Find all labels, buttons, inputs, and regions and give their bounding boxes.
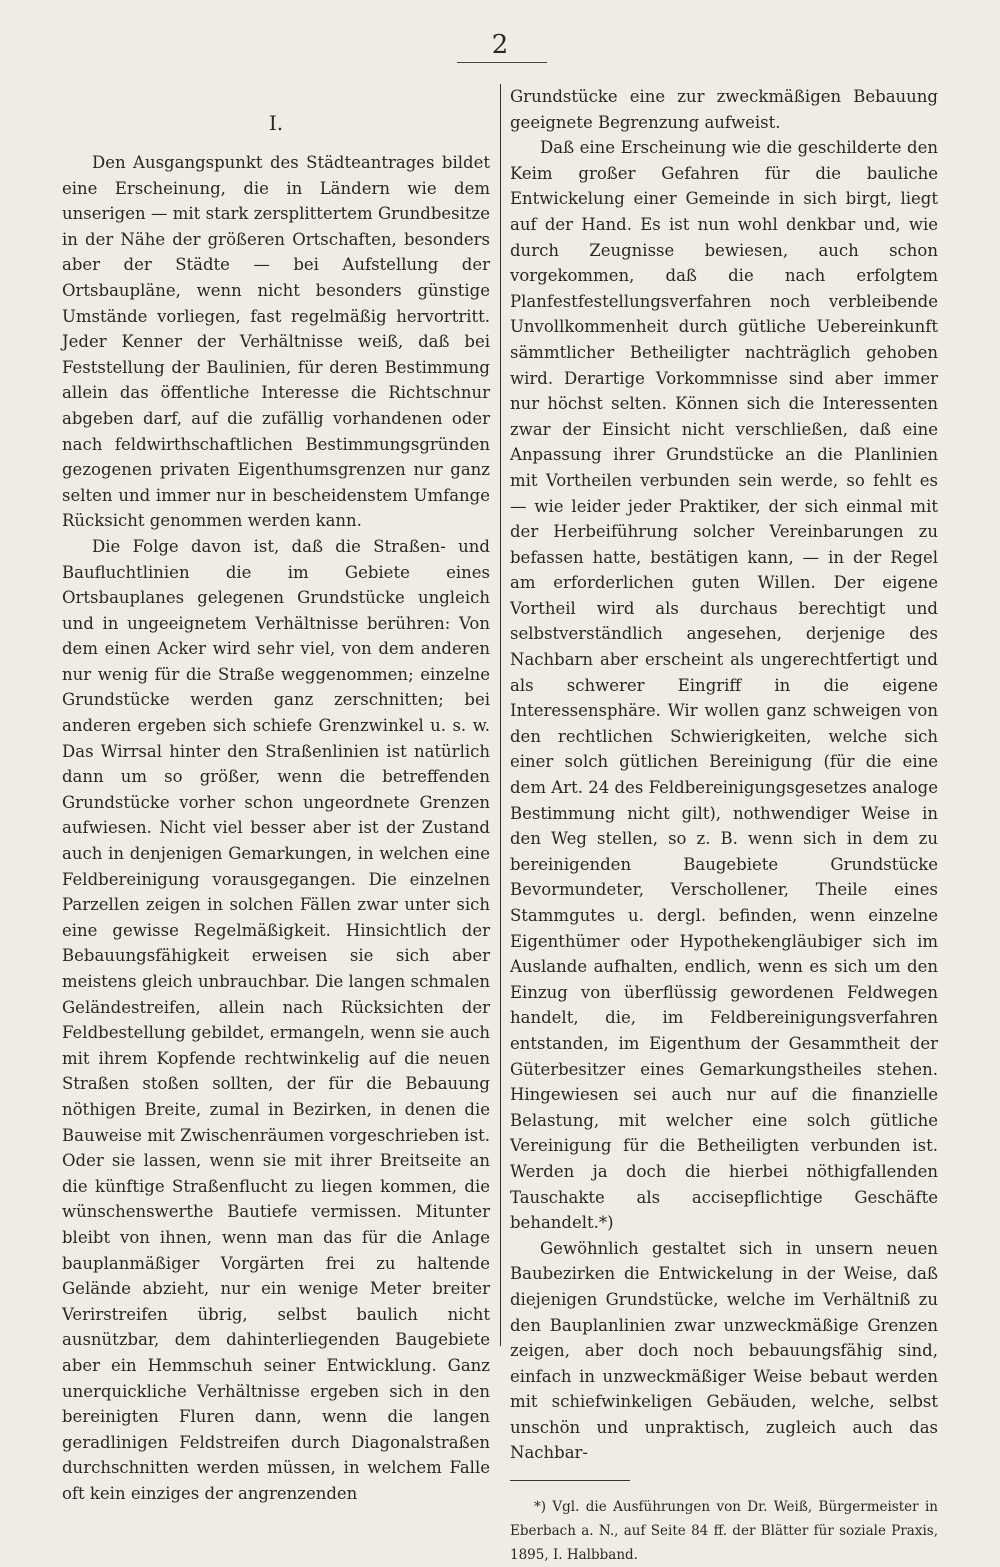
- paragraph: Den Ausgangspunkt des Städteantrages bildet eine Erscheinung, die in Ländern wie dem unserigen — mit stark zersplittertem Grundbesitze in der Nähe der größeren Ortschaften, besonders aber der Städte — bei Aufstellung der Ortsbaupläne, wenn nicht besonders günstige Umstände vorliegen, fast regelmäßig hervortritt. Jeder Kenner der Verhältnisse weiß, daß bei Feststellung der Baulinien, für deren Bestimmung allein das öffentliche Interesse die Richtschnur abgeben darf, auf die zufällig vorhandenen oder nach feldwirthschaftlichen Bestimmungsgründen gezogenen privaten Eigenthumsgrenzen nur ganz selten und immer nur in bescheidenstem Umfange Rücksicht genommen werden kann.: [62, 153, 490, 531]
- section-heading: I.: [268, 111, 284, 135]
- paragraph: Die Folge davon ist, daß die Straßen- und Baufluchtlinien die im Gebiete eines Ortsbauplanes gelegenen Grundstücke ungleich und in ungeeignetem Verhältnisse berühren: Von dem einen Acker wird sehr viel, von dem anderen nur wenig für die Straße weggenommen; einzelne Grundstücke werden ganz zerschnitten; bei anderen ergeben sich schiefe Grenzwinkel u. s. w. Das Wirrsal hinter den Straßenlinien ist natürlich dann um so größer, wenn die betreffenden Grundstücke vorher schon ungeordnete Grenzen aufwiesen. Nicht viel besser aber ist der Zustand auch in denjenigen Gemarkungen, in welchen eine Feldbereinigung vorausgegangen. Die einzelnen Parzellen zeigen in solchen Fällen zwar unter sich eine gewisse Regelmäßigkeit. Hinsichtlich der Bebauungsfähigkeit erweisen sie sich aber meistens gleich unbrauchbar. Die langen schmalen Geländestreifen, allein nach Rücksichten der Feldbestellung gebildet, ermangeln, wenn sie auch mit ihrem Kopfende rechtwinkelig auf die neuen Straßen stoßen sollten, der für die Bebauung nöthigen Breite, zumal in Bezirken, in denen die Bauweise mit Zwischenräumen vorgeschrieben ist. Oder sie lassen, wenn sie mit ihrer Breitseite an die künftige Straßenflucht zu liegen kommen, die wünschenswerthe Bautiefe vermissen. Mitunter bleibt von ihnen, wenn man das für die Anlage bauplanmäßiger Vorgärten frei zu haltende Gelände abzieht, nur ein wenige Meter breiter Verirstreifen übrig, selbst baulich nicht ausnützbar, dem dahinterliegenden Baugebiete aber ein Hemmschuh seiner Entwicklung. Ganz unerquickliche Verhältnisse ergeben sich in den bereinigten Fluren dann, wenn die langen geradlinigen Feldstreifen durch Diagonalstraßen durchschnitten werden müssen, in welchem Falle oft kein einziges der angrenzenden: [62, 536, 490, 1503]
- right-column: [510, 84, 938, 1567]
- footnote: *) Vgl. die Ausführungen von Dr. Weiß, Bürgermeister in Eberbach a. N., auf Seite 84 ff. der Blätter für soziale Praxis, 1895, I. Halbband.: [510, 1499, 938, 1564]
- footnote-rule: [510, 1480, 630, 1481]
- column-divider: [500, 84, 501, 1346]
- paragraph: Gewöhnlich gestaltet sich in unsern neuen Baubezirken die Entwickelung in der Weise, daß diejenigen Grundstücke, welche im Verhältniß zu den Bauplanlinien zwar unzweckmäßige Grenzen zeigen, aber doch noch bebauungsfähig sind, einfach in unzweckmäßiger Weise bebaut werden mit schiefwinkeligen Gebäuden, welche, selbst unschön und unpraktisch, zugleich auch das Nachbar-: [510, 1238, 938, 1463]
- paragraph: Daß eine Erscheinung wie die geschilderte den Keim großer Gefahren für die bauliche Entwickelung einer Gemeinde in sich birgt, liegt auf der Hand. Es ist nun wohl denkbar und, wie durch Zeugnisse bewiesen, auch schon vorgekommen, daß die nach erfolgtem Planfestfestellungsverfahren noch verbleibende Unvollkommenheit durch gütliche Uebereinkunft sämmtlicher Betheiligter nachträglich gehoben wird. Derartige Vorkommnisse sind aber immer nur höchst selten. Können sich die Interessenten zwar der Einsicht nicht verschließen, daß eine Anpassung ihrer Grundstücke an die Planlinien mit Vortheilen verbunden sein werde, so fehlt es — wie leider jeder Praktiker, der sich einmal mit der Herbeiführung solcher Vereinbarungen zu befassen hatte, bestätigen kann, — in der Regel am erforderlichen guten Willen. Der eigene Vortheil wird als durchaus berechtigt und selbstverständlich angesehen, derjenige des Nachbarn aber erscheint als ungerechtfertigt und als schwerer Eingriff in die eigene Interessensphäre. Wir wollen ganz schweigen von den rechtlichen Schwierigkeiten, welche sich einer solch gütlichen Bereinigung (für die eine dem Art. 24 des Feldbereinigungsgesetzes analoge Bestimmung nicht gilt), nothwendiger Weise in den Weg stellen, so z. B. wenn sich in dem zu bereinigenden Baugebiete Grundstücke Bevormundeter, Verschollener, Theile eines Stammgutes u. dergl. befinden, wenn einzelne Eigenthümer oder Hypothekengläubiger sich im Auslande aufhalten, endlich, wenn es sich um den Einzug von überflüssig gewordenen Feldwegen handelt, die, im Feldbereinigungsverfahren entstanden, im Eigenthum der Gesammtheit der Güterbesitzer eines Gemarkungstheiles stehen. Hingewiesen sei auch nur auf die finanzielle Belastung, mit welcher eine solch gütliche Vereinigung für die Betheiligten verbunden ist. Werden ja doch die hierbei nöthigfallenden Tauschakte als accisepflichtige Geschäfte behandelt.*): [510, 138, 938, 1233]
- paragraph: Grundstücke eine zur zweckmäßigen Bebauung geeignete Begrenzung aufweist.: [510, 87, 938, 132]
- left-column: [62, 84, 490, 1506]
- page-number: 2: [491, 30, 509, 60]
- header-rule: [457, 62, 547, 63]
